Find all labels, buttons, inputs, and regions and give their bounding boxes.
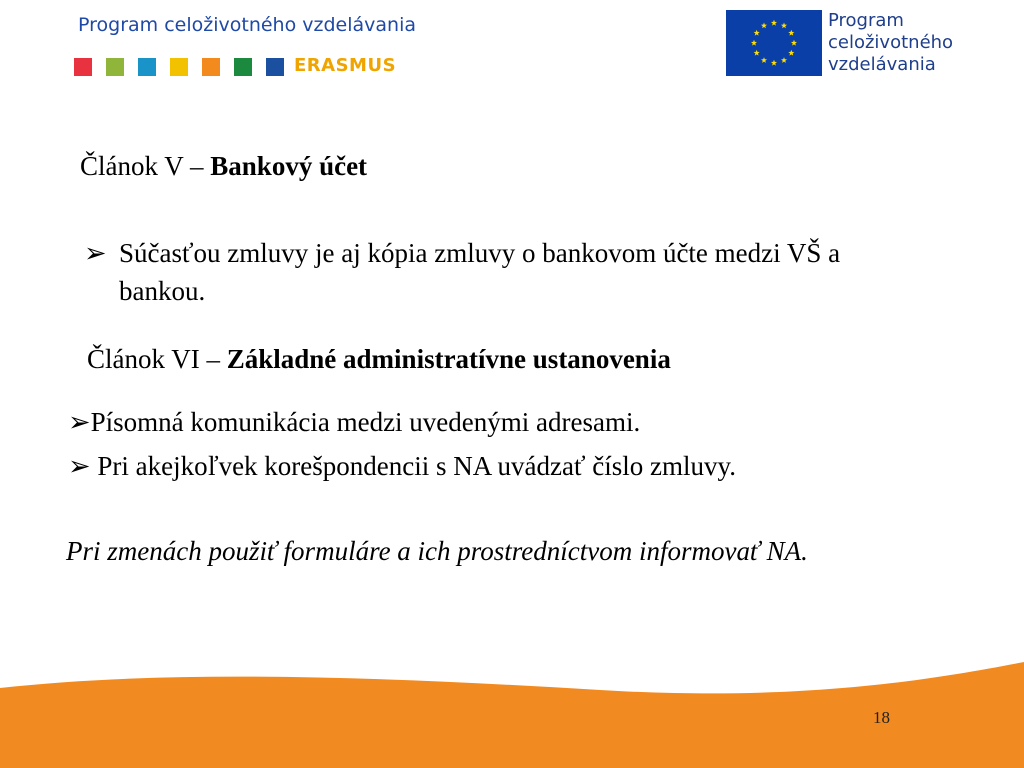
bullet-arrow-icon: ➢ [84,238,107,268]
bullet-arrow-icon: ➢ [68,451,91,481]
article-6-heading [87,344,671,375]
article-5-title: Bankový účet [210,151,368,181]
bullet-arrow-icon: ➢ [68,407,91,437]
page-number: 18 [873,708,890,727]
color-square [74,58,92,76]
article-5-bullet [84,234,919,310]
color-square [234,58,252,76]
article-6-title: Základné administratívne ustanovenia [226,344,671,374]
color-square [106,58,124,76]
color-square [266,58,284,76]
article-6-bullet-1-text: Písomná komunikácia medzi uvedenými adresami. [90,407,641,437]
orange-wave [0,640,1024,768]
logo-line-1: Program [828,10,904,31]
article-6-bullet-1 [68,407,640,438]
article-5-bullet-text: Súčasťou zmluvy je aj kópia zmluvy o bankovom účte medzi VŠ a bankou. [119,238,841,306]
color-square [138,58,156,76]
logo-line-2: celoživotného [828,32,954,53]
color-square [202,58,220,76]
article-6-bullet-2-text: Pri akejkoľvek korešpondencii s NA uvádzať číslo zmluvy. [97,451,736,481]
logo-text [828,10,953,76]
article-5-heading [80,151,367,182]
article-6-prefix: Článok VI – [87,344,227,374]
color-squares [74,58,284,78]
article-6-bullet-2 [68,451,736,482]
header-subtitle: ERASMUS [294,55,397,76]
logo-line-3: vzdelávania [828,54,936,75]
eu-flag-icon [726,10,822,76]
header-title: Program celoživotného vzdelávania [78,14,416,36]
article-5-prefix: Článok V – [80,151,211,181]
color-square [170,58,188,76]
italic-note: Pri zmenách použiť formuláre a ich prostredníctvom informovať NA. [66,536,808,566]
program-logo [726,10,953,76]
